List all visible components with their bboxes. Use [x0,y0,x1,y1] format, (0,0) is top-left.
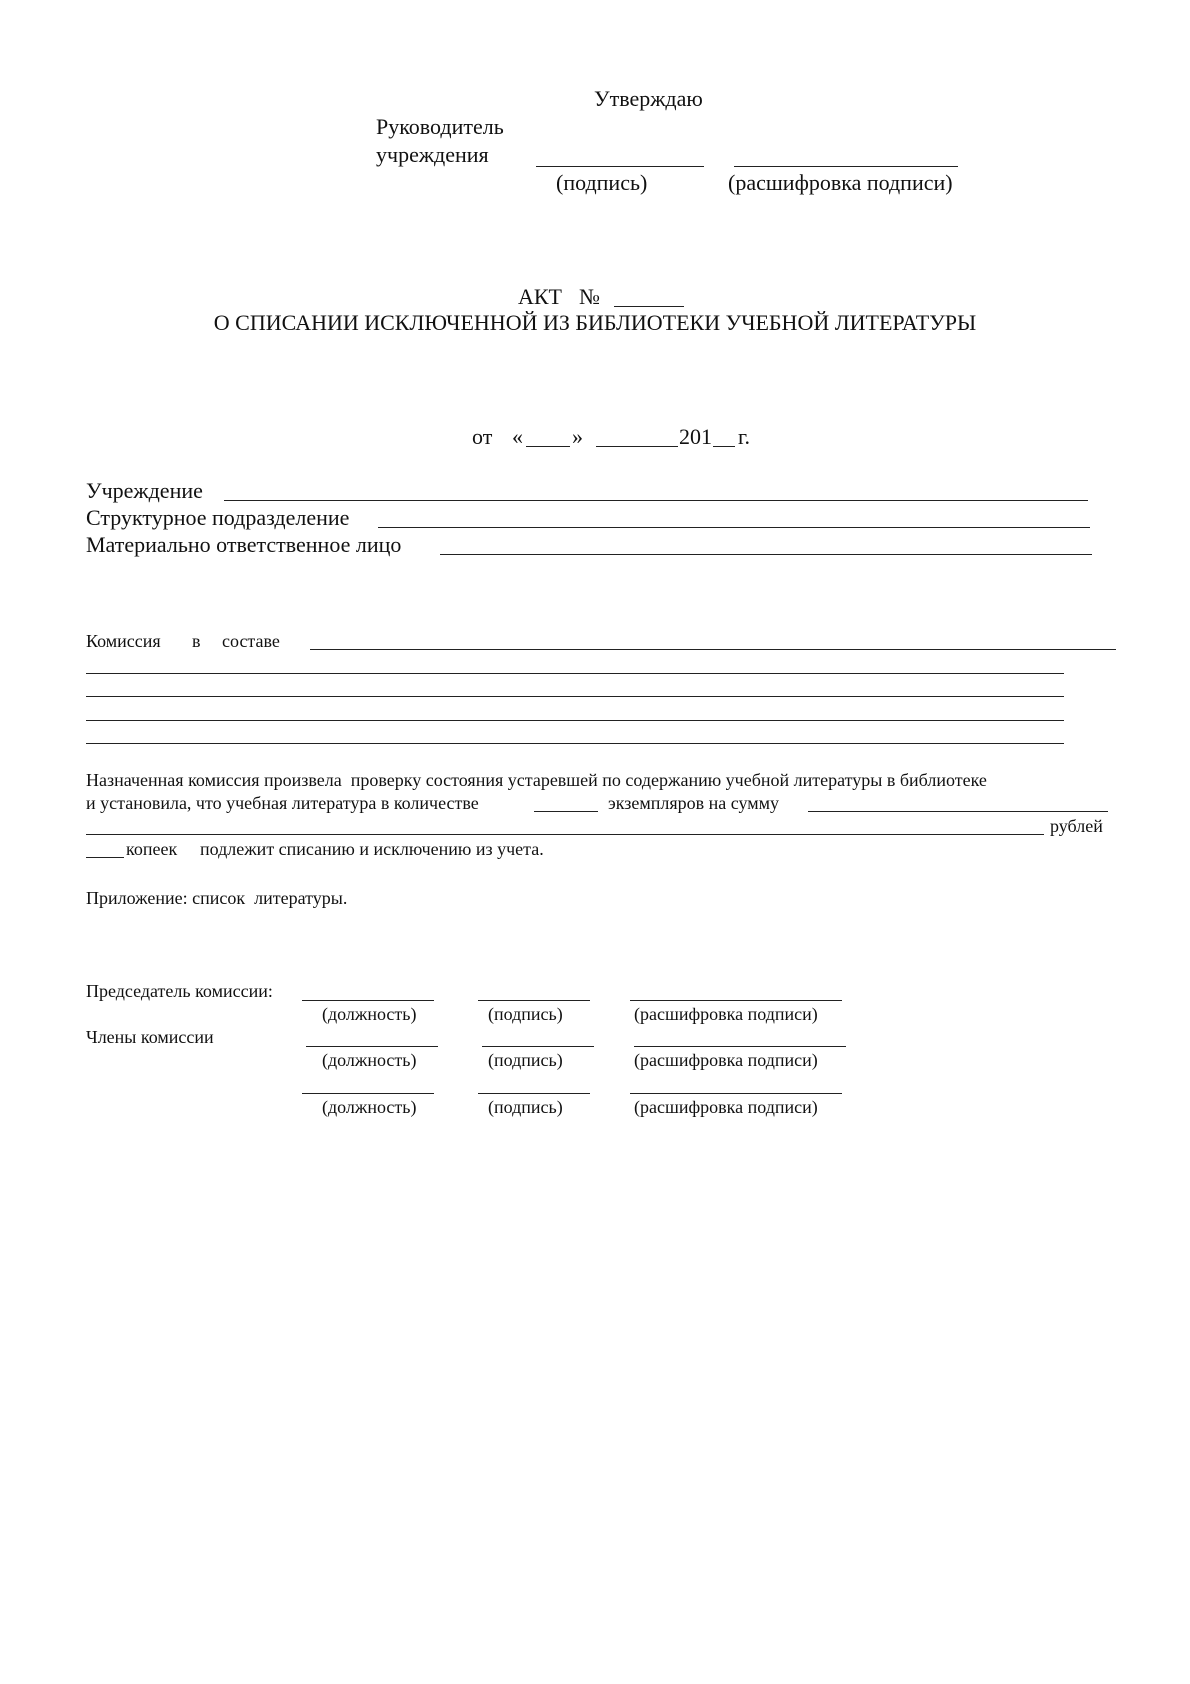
kopecks-line[interactable] [86,857,124,858]
commission-line-1[interactable] [310,649,1116,650]
department-label: Структурное подразделение [86,505,350,530]
chairman-decryption-line[interactable] [630,1000,842,1001]
date-year-suffix: г. [738,424,751,449]
rubles-label: рублей [1050,816,1103,836]
sum-line-1[interactable] [808,811,1108,812]
chairman-signature-caption: (подпись) [488,1004,563,1024]
act-number-line[interactable] [614,306,684,307]
body-line-2b: экземпляров на сумму [608,793,780,813]
commission-word-1: Комиссия [86,631,161,651]
commission-line-5[interactable] [86,743,1064,744]
department-line[interactable] [378,527,1090,528]
act-subtitle: О СПИСАНИИ ИСКЛЮЧЕННОЙ ИЗ БИБЛИОТЕКИ УЧЕБНОЙ ЛИТЕРАТУРЫ [213,310,977,335]
member1-signature-line[interactable] [482,1046,594,1047]
institution-label: Учреждение [86,478,203,503]
commission-line-3[interactable] [86,696,1064,697]
member2-decryption-line[interactable] [630,1093,842,1094]
head-decryption-line[interactable] [734,166,958,167]
date-month-line[interactable] [596,446,678,447]
member2-position-line[interactable] [302,1093,434,1094]
member2-signature-caption: (подпись) [488,1097,563,1117]
body-line-2a: и установила, что учебная литература в количестве [86,793,479,813]
institution-line[interactable] [224,500,1088,501]
member1-decryption-caption: (расшифровка подписи) [634,1050,818,1070]
body-line-4: подлежит списанию и исключению из учета. [200,839,544,859]
date-from-label: от [472,424,493,449]
commission-line-2[interactable] [86,673,1064,674]
responsible-label: Материально ответственное лицо [86,532,402,557]
commission-word-2: в [192,631,201,651]
member2-position-caption: (должность) [322,1097,417,1117]
appendix-text: Приложение: список литературы. [86,888,348,908]
date-year-prefix: 201 [679,424,712,449]
approve-label: Утверждаю [594,86,703,111]
commission-line-4[interactable] [86,720,1064,721]
copies-count-line[interactable] [534,811,598,812]
commission-word-3: составе [222,631,280,651]
member1-decryption-line[interactable] [634,1046,846,1047]
member2-signature-line[interactable] [478,1093,590,1094]
act-label: АКТ [518,284,562,309]
member2-decryption-caption: (расшифровка подписи) [634,1097,818,1117]
head-signature-caption: (подпись) [556,170,648,195]
head-label-line1: Руководитель [376,114,504,139]
body-line-1: Назначенная комиссия произвела проверку состояния устаревшей по содержанию учебной литературы в библиотеке [86,770,987,790]
head-label-line2: учреждения [376,142,489,167]
chairman-decryption-caption: (расшифровка подписи) [634,1004,818,1024]
chairman-position-caption: (должность) [322,1004,417,1024]
kopecks-label: копеек [126,839,178,859]
chairman-signature-line[interactable] [478,1000,590,1001]
sum-line-2[interactable] [86,834,1044,835]
date-open-quote: « [512,424,523,449]
members-label: Члены комиссии [86,1027,214,1047]
member1-position-line[interactable] [306,1046,438,1047]
chairman-position-line[interactable] [302,1000,434,1001]
chairman-label: Председатель комиссии: [86,981,273,1001]
member1-signature-caption: (подпись) [488,1050,563,1070]
responsible-line[interactable] [440,554,1092,555]
date-day-line[interactable] [526,446,570,447]
member1-position-caption: (должность) [322,1050,417,1070]
number-sign: № [579,284,600,309]
head-signature-line[interactable] [536,166,704,167]
date-close-quote: » [572,424,583,449]
head-decryption-caption: (расшифровка подписи) [728,170,953,195]
date-year-line[interactable] [713,446,735,447]
